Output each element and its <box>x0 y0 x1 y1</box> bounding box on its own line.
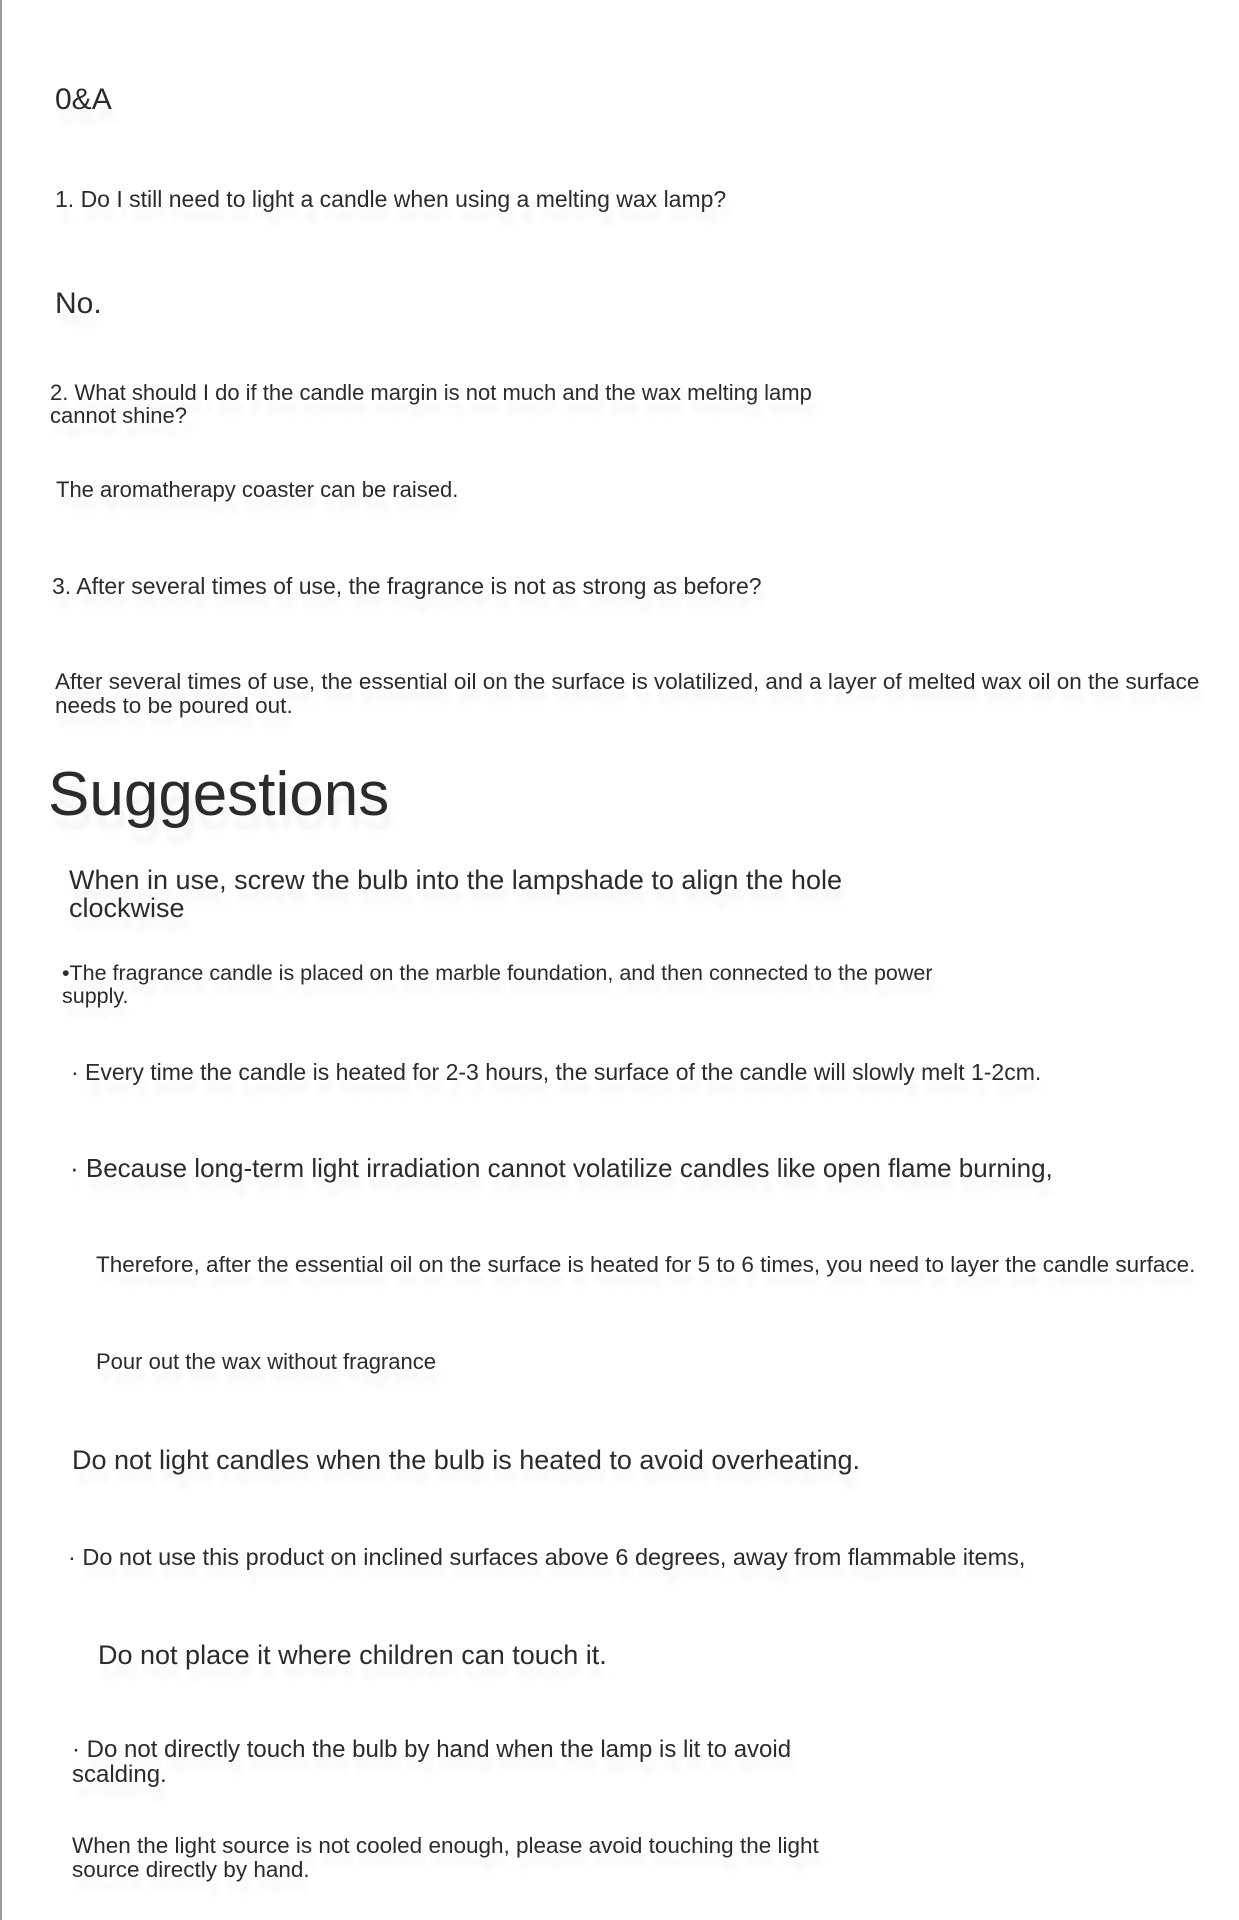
suggestion-9: Do not place it where children can touch it. <box>98 1640 607 1670</box>
suggestion-3: · Every time the candle is heated for 2-3 hours, the surface of the candle will slowly melt 1-2cm. <box>71 1059 1042 1085</box>
suggestion-11: When the light source is not cooled enough, please avoid touching the light source directly by hand. <box>72 1833 819 1882</box>
answer-2: The aromatherapy coaster can be raised. <box>56 477 459 502</box>
suggestions-title: Suggestions <box>48 760 390 829</box>
suggestion-6: Pour out the wax without fragrance <box>96 1349 436 1374</box>
suggestion-10: · Do not directly touch the bulb by hand when the lamp is lit to avoid scalding. <box>72 1736 792 1789</box>
qa-title: 0&A <box>55 83 112 116</box>
answer-3: After several times of use, the essential oil on the surface is volatilized, and a layer of melted wax oil on the surface needs to be poured out. <box>55 669 1200 718</box>
question-1: 1. Do I still need to light a candle when using a melting wax lamp? <box>55 186 727 212</box>
suggestion-2: •The fragrance candle is placed on the marble foundation, and then connected to the power supply. <box>62 961 933 1008</box>
answer-1: No. <box>55 287 102 320</box>
question-3: 3. After several times of use, the fragrance is not as strong as before? <box>52 573 762 599</box>
page-left-border <box>0 0 2 1920</box>
suggestion-5: Therefore, after the essential oil on the surface is heated for 5 to 6 times, you need to layer the candle surface. <box>96 1252 1196 1277</box>
suggestion-4: · Because long-term light irradiation cannot volatilize candles like open flame burning, <box>70 1153 1053 1183</box>
suggestion-8: · Do not use this product on inclined surfaces above 6 degrees, away from flammable items, <box>68 1544 1026 1570</box>
suggestion-7: Do not light candles when the bulb is heated to avoid overheating. <box>72 1445 861 1475</box>
suggestion-1: When in use, screw the bulb into the lampshade to align the hole clockwise <box>69 865 842 924</box>
question-2: 2. What should I do if the candle margin is not much and the wax melting lamp cannot shine? <box>50 380 812 429</box>
